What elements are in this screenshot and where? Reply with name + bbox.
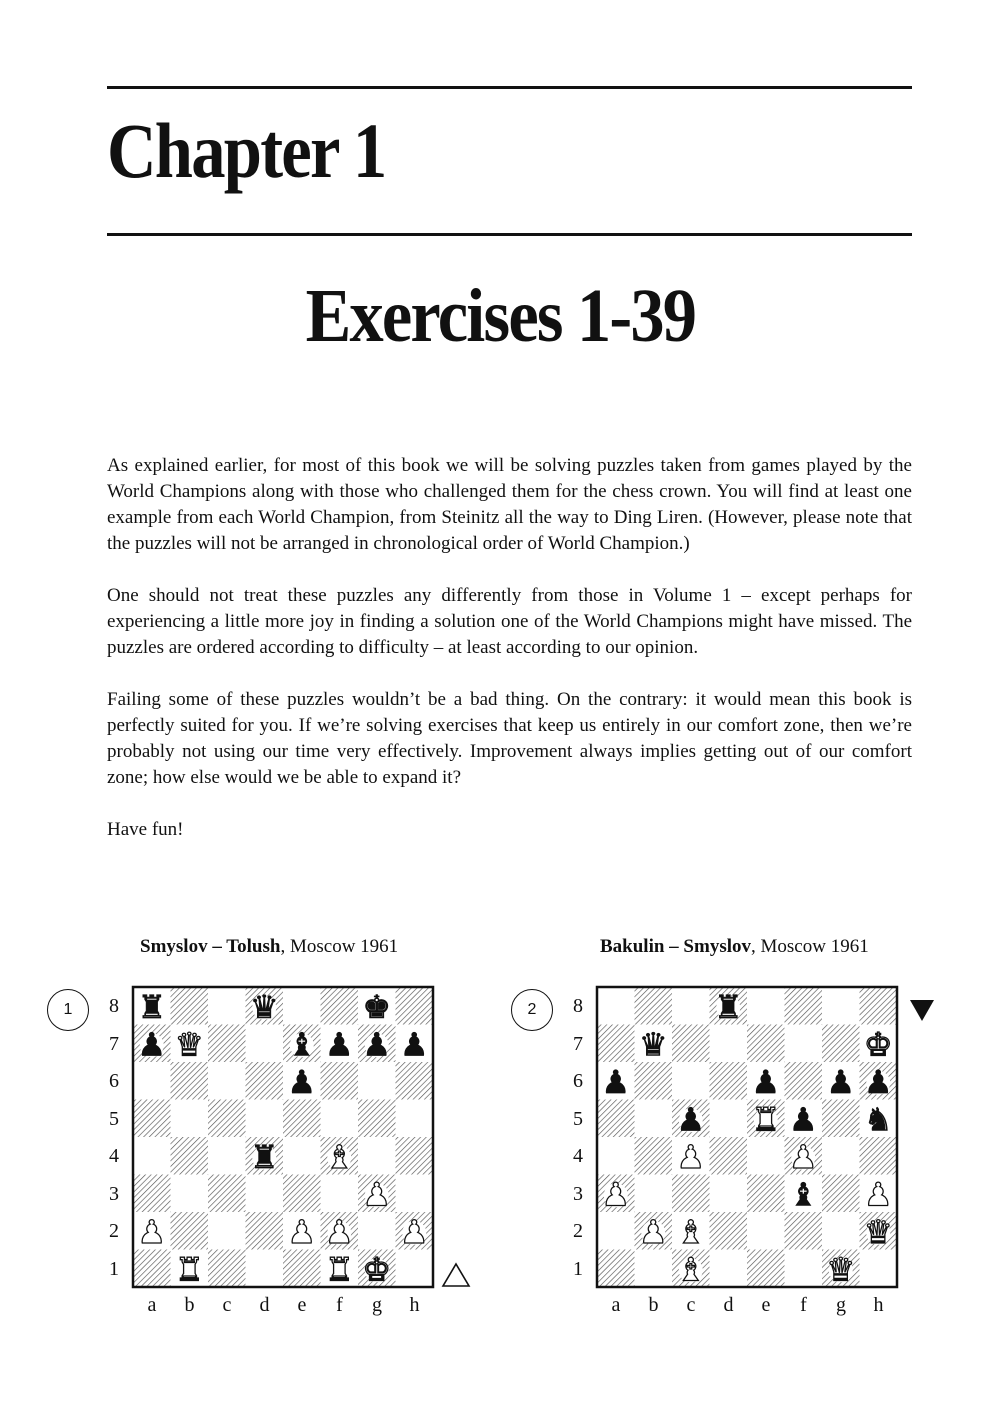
light-square-e4 [747,1137,785,1175]
paragraph-4: Have fun! [107,819,184,840]
chapter-title: Chapter 1 [107,107,386,194]
white-pawn-icon [287,1213,316,1251]
dark-square-d2 [710,1212,748,1250]
puzzle-1-event: , Moscow 1961 [280,936,399,957]
puzzle-2-caption [600,936,869,958]
svg-text:♟: ♟ [137,1212,167,1251]
white-pawn-icon [789,1138,818,1176]
light-square-e2 [747,1212,785,1250]
light-square-g2 [358,1212,396,1250]
svg-text:♟: ♟ [362,1025,392,1064]
puzzle-2-number: 2 [511,989,553,1031]
black-pawn-icon [287,1063,316,1101]
white-bishop-icon [676,1213,705,1251]
file-label-g: g [372,1294,382,1316]
svg-text:♟: ♟ [863,1175,893,1214]
puzzle-2-players: Bakulin – Smyslov [600,936,751,957]
black-queen-icon [639,1025,668,1063]
rank-label-6: 6 [109,1070,119,1092]
black-triangle-icon [908,998,936,1024]
light-square-g2 [822,1212,860,1250]
light-square-g6 [358,1062,396,1100]
white-pawn-icon [137,1213,166,1251]
rank-label-1: 1 [573,1257,583,1280]
light-square-b5 [635,1100,673,1138]
dark-square-e1 [283,1250,321,1288]
dark-square-b6 [635,1062,673,1100]
svg-text:♟: ♟ [399,1025,429,1064]
puzzle-1-players: Smyslov – Tolush [140,936,281,957]
file-label-h: h [873,1294,884,1316]
dark-square-a7 [597,1025,635,1063]
svg-text:♟: ♟ [137,1025,167,1064]
light-square-b1 [635,1250,673,1288]
rank-label-4: 4 [109,1145,119,1167]
white-rook-icon [751,1100,780,1138]
light-square-d1 [246,1250,284,1288]
light-square-a4 [133,1137,171,1175]
black-pawn-icon [601,1063,630,1101]
dark-square-e5 [283,1100,321,1138]
file-label-h: h [409,1294,420,1316]
rank-label-7: 7 [109,1032,119,1055]
paragraph-1: As explained earlier, for most of this book we will be solving puzzles taken from games played by the World Champions along with those who challenged them for the chess crown. You will find at least one example from each World Champion, from Steinitz all the way to Ding Liren. (However, please note that the puzzles will not be arranged in chronological order of World Champion.) [107,455,912,554]
svg-text:♛: ♛ [249,987,279,1026]
dark-square-d6 [246,1062,284,1100]
light-square-d5 [710,1100,748,1138]
white-pawn-icon [362,1175,391,1213]
svg-text:♟: ♟ [863,1062,893,1101]
dark-square-g5 [822,1100,860,1138]
svg-text:♟: ♟ [638,1212,668,1251]
light-square-e8 [283,987,321,1025]
light-square-c8 [208,987,246,1025]
svg-text:♛: ♛ [638,1025,668,1064]
dark-square-f8 [321,987,359,1025]
dark-square-b6 [171,1062,209,1100]
paragraph-3: Failing some of these puzzles wouldn’t be a bad thing. On the contrary: it would mean this book is perfectly suited for you. If we’re solving exercises that keep us entirely in our comfort zone, then we’re probably not using our time very effectively. Improvement always implies getting out of our comfort zone; how else would we be able to expand it? [107,689,912,788]
light-square-c6 [208,1062,246,1100]
svg-text:♜: ♜ [324,1250,354,1289]
white-bishop-icon [676,1250,705,1288]
svg-text:♝: ♝ [324,1137,354,1176]
white-pawn-icon [864,1175,893,1213]
white-rook-icon [175,1250,204,1288]
white-triangle-icon [441,1262,471,1288]
black-pawn-icon [325,1025,354,1063]
svg-text:♜: ♜ [751,1100,781,1139]
dark-square-h8 [396,987,434,1025]
light-square-f5 [321,1100,359,1138]
white-pawn-icon [601,1175,630,1213]
light-square-d7 [246,1025,284,1063]
white-pawn-icon [325,1213,354,1251]
rank-label-8: 8 [573,995,583,1017]
middle-rule [107,233,912,236]
rank-label-2: 2 [573,1220,583,1242]
black-pawn-icon [362,1025,391,1063]
white-queen-icon [864,1213,893,1251]
light-square-b3 [171,1175,209,1213]
svg-text:♟: ♟ [399,1212,429,1251]
rank-label-7: 7 [573,1032,583,1055]
white-king-icon [864,1025,893,1063]
light-square-c6 [672,1062,710,1100]
black-pawn-icon [137,1025,166,1063]
black-pawn-icon [789,1100,818,1138]
light-square-f1 [785,1250,823,1288]
svg-text:♟: ♟ [751,1062,781,1101]
dark-square-b2 [171,1212,209,1250]
file-label-d: d [723,1294,734,1316]
dark-square-g7 [822,1025,860,1063]
puzzle-2-event: , Moscow 1961 [751,936,869,957]
white-queen-icon [175,1025,204,1063]
light-square-d3 [246,1175,284,1213]
svg-text:♜: ♜ [174,1250,204,1289]
svg-text:♚: ♚ [362,987,392,1026]
svg-text:♞: ♞ [863,1100,893,1139]
dark-square-h8 [860,987,898,1025]
light-square-a4 [597,1137,635,1175]
dark-square-g3 [822,1175,860,1213]
dark-square-f6 [321,1062,359,1100]
dark-square-b8 [635,987,673,1025]
black-pawn-icon [676,1100,705,1138]
dark-square-f6 [785,1062,823,1100]
light-square-d1 [710,1250,748,1288]
dark-square-c7 [672,1025,710,1063]
file-label-a: a [147,1294,157,1316]
black-bishop-icon [789,1175,818,1213]
top-rule [107,86,912,89]
light-square-d3 [710,1175,748,1213]
black-rook-icon [250,1138,279,1176]
light-square-g4 [358,1137,396,1175]
dark-square-h6 [396,1062,434,1100]
svg-text:♟: ♟ [788,1137,818,1176]
light-square-h3 [396,1175,434,1213]
file-label-e: e [761,1294,771,1316]
file-label-g: g [836,1294,846,1316]
light-square-d5 [246,1100,284,1138]
puzzle-1-caption [140,936,398,958]
white-pawn-icon [400,1213,429,1251]
dark-square-c7 [208,1025,246,1063]
light-square-a2 [597,1212,635,1250]
rank-label-2: 2 [109,1220,119,1242]
light-square-g8 [822,987,860,1025]
dark-square-d4 [710,1137,748,1175]
light-square-c2 [208,1212,246,1250]
svg-text:♛: ♛ [863,1212,893,1251]
file-label-d: d [259,1294,270,1316]
svg-text:♛: ♛ [826,1250,856,1289]
section-title-text: Exercises 1-39 [305,274,695,358]
light-square-c4 [208,1137,246,1175]
intro-text [107,453,912,869]
dark-square-e7 [747,1025,785,1063]
black-pawn-icon [826,1063,855,1101]
white-rook-icon [325,1250,354,1288]
file-label-f: f [336,1294,343,1316]
black-king-icon [362,988,391,1026]
dark-square-c5 [208,1100,246,1138]
dark-square-a1 [133,1250,171,1288]
dark-square-b4 [171,1137,209,1175]
rank-label-5: 5 [109,1107,119,1130]
file-label-b: b [648,1294,659,1316]
file-label-b: b [184,1294,195,1316]
svg-text:♝: ♝ [676,1250,706,1289]
light-square-e8 [747,987,785,1025]
dark-square-a1 [597,1250,635,1288]
dark-square-e3 [283,1175,321,1213]
file-label-a: a [611,1294,621,1316]
white-bishop-icon [325,1138,354,1176]
dark-square-a5 [133,1100,171,1138]
light-square-e4 [283,1137,321,1175]
black-queen-icon [250,988,279,1026]
file-label-e: e [297,1294,307,1316]
svg-text:♛: ♛ [174,1025,204,1064]
rank-label-6: 6 [573,1070,583,1092]
black-knight-icon [864,1100,893,1138]
light-square-c8 [672,987,710,1025]
light-square-f3 [321,1175,359,1213]
rank-label-4: 4 [573,1145,583,1167]
black-bishop-icon [287,1025,316,1063]
dark-square-b8 [171,987,209,1025]
section-title [0,274,1000,358]
light-square-a6 [133,1062,171,1100]
dark-square-a3 [133,1175,171,1213]
dark-square-f2 [785,1212,823,1250]
white-king-icon [362,1250,391,1288]
svg-text:♟: ♟ [601,1062,631,1101]
svg-text:♜: ♜ [137,987,167,1026]
rank-label-3: 3 [109,1182,119,1205]
svg-text:♟: ♟ [788,1100,818,1139]
svg-text:♟: ♟ [324,1212,354,1251]
svg-text:♟: ♟ [287,1212,317,1251]
dark-square-g5 [358,1100,396,1138]
light-square-g4 [822,1137,860,1175]
light-square-b3 [635,1175,673,1213]
svg-text:♜: ♜ [713,987,743,1026]
svg-text:♜: ♜ [249,1137,279,1176]
dark-square-a5 [597,1100,635,1138]
svg-text:♟: ♟ [826,1062,856,1101]
svg-text:♟: ♟ [362,1175,392,1214]
puzzle-1-board [131,985,435,1289]
white-pawn-icon [676,1138,705,1176]
light-square-f7 [785,1025,823,1063]
dark-square-d2 [246,1212,284,1250]
dark-square-b4 [635,1137,673,1175]
puzzle-2-board [595,985,899,1289]
svg-text:♚: ♚ [362,1250,392,1289]
svg-text:♟: ♟ [676,1137,706,1176]
file-label-c: c [222,1294,232,1316]
light-square-h1 [396,1250,434,1288]
black-pawn-icon [864,1063,893,1101]
rank-label-8: 8 [109,995,119,1017]
black-pawn-icon [400,1025,429,1063]
dark-square-c1 [208,1250,246,1288]
dark-square-c3 [672,1175,710,1213]
svg-text:♟: ♟ [601,1175,631,1214]
dark-square-e1 [747,1250,785,1288]
puzzle-1-number: 1 [47,989,89,1031]
rank-label-3: 3 [573,1182,583,1205]
light-square-h5 [396,1100,434,1138]
dark-square-f8 [785,987,823,1025]
black-rook-icon [137,988,166,1026]
svg-text:♟: ♟ [287,1062,317,1101]
light-square-d7 [710,1025,748,1063]
svg-text:♝: ♝ [287,1025,317,1064]
white-queen-icon [826,1250,855,1288]
svg-text:♚: ♚ [863,1025,893,1064]
paragraph-2: One should not treat these puzzles any differently from those in Volume 1 – except perhaps for experiencing a little more joy in finding a solution one of the World Champions might have missed. The puzzles are ordered according to difficulty – at least according to our opinion. [107,585,912,658]
svg-text:♟: ♟ [324,1025,354,1064]
dark-square-d6 [710,1062,748,1100]
dark-square-h4 [396,1137,434,1175]
dark-square-h4 [860,1137,898,1175]
light-square-a8 [597,987,635,1025]
svg-text:♝: ♝ [788,1175,818,1214]
svg-text:♝: ♝ [676,1212,706,1251]
svg-text:♟: ♟ [676,1100,706,1139]
light-square-h1 [860,1250,898,1288]
white-pawn-icon [639,1213,668,1251]
rank-label-1: 1 [109,1257,119,1280]
black-rook-icon [714,988,743,1026]
black-pawn-icon [751,1063,780,1101]
rank-label-5: 5 [573,1107,583,1130]
light-square-b5 [171,1100,209,1138]
dark-square-e3 [747,1175,785,1213]
file-label-f: f [800,1294,807,1316]
dark-square-c3 [208,1175,246,1213]
file-label-c: c [686,1294,696,1316]
